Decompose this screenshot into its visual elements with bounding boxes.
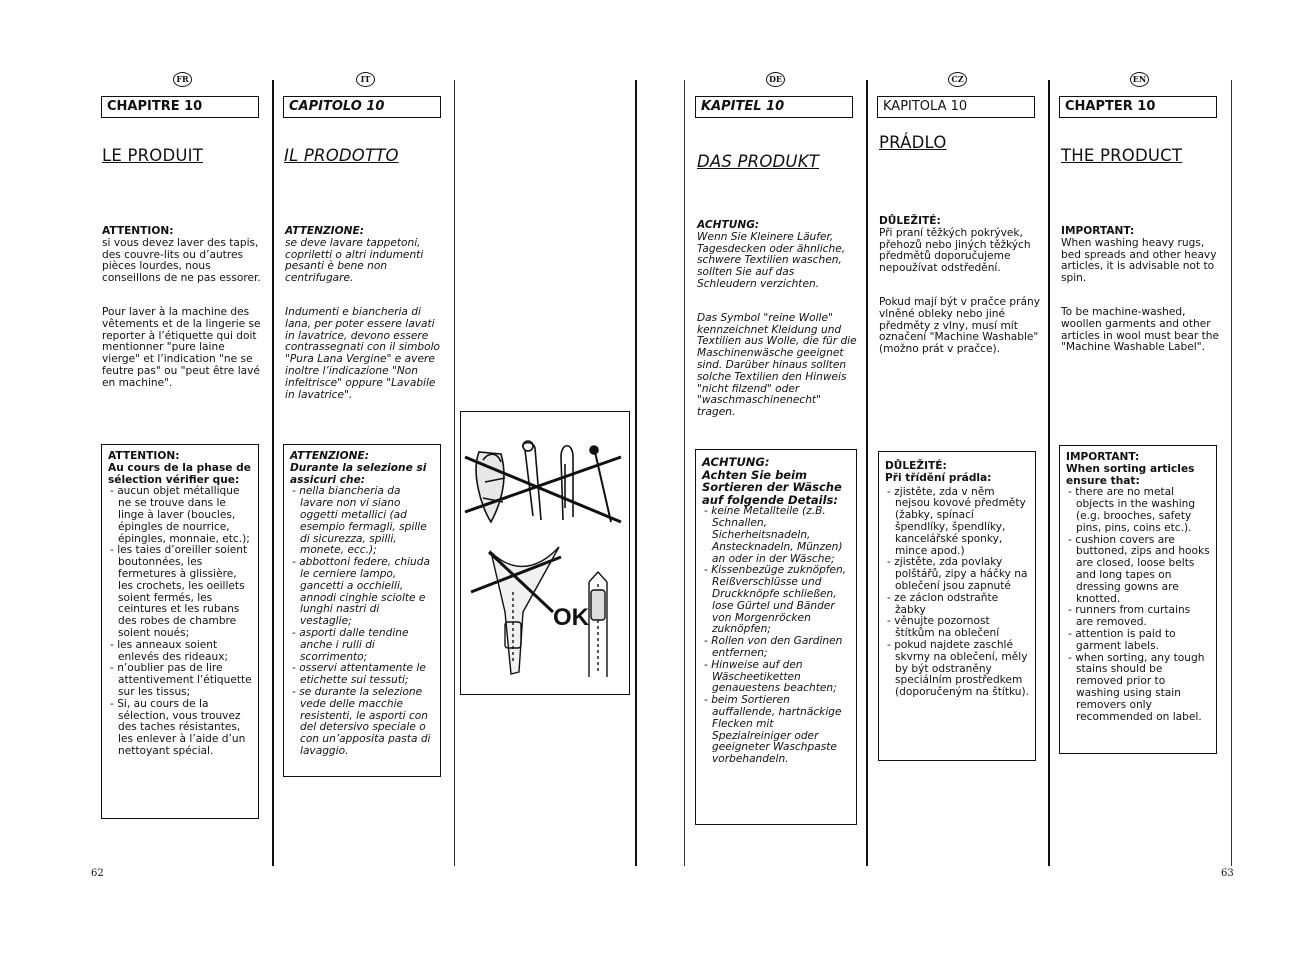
sorting-illustration: [460, 411, 630, 695]
flag-en-icon: EN: [1130, 72, 1149, 87]
attention-text: Při praní těžkých pokrývek, přehozů nebo jiných těžkých předmětů doporučujeme nepoužívat odstředění.: [879, 226, 1031, 275]
attention-label: ATTENTION:: [102, 225, 174, 237]
list-item: - Si, au cours de la sélection, vous trouvez des taches résistantes, les enlever à l’aide d’un nettoyant spécial.: [110, 697, 246, 757]
section-title-en: THE PRODUCT: [1061, 146, 1183, 165]
list-item: - ze záclon odstraňte žabky: [887, 591, 999, 616]
list-item: - pokud najdete zaschlé skvrny na oblečení, měly by být odstraněny speciálním prostředkem (doporučeným na štítku).: [887, 638, 1029, 699]
body-text-it: [285, 226, 441, 401]
wool-paragraph: To be machine-washed, woollen garments and other articles in wool must bear the "Machine Washable Label".: [1061, 305, 1219, 354]
chapter-heading-fr: CHAPITRE 10: [101, 96, 259, 118]
attention-label: IMPORTANT:: [1061, 225, 1135, 237]
list-item: - runners from curtains are removed.: [1068, 604, 1191, 629]
section-title-de: DAS PRODUKT: [697, 152, 819, 171]
list-item: - Kissenbezüge zuknöpfen, Reißverschlüsse und Druckknöpfe schließen, lose Gürtel und Bänder von Morgenröcken zuknöpfen;: [704, 564, 847, 636]
list-item: - aucun objet métallique ne se trouve dans le linge à laver (boucles, épingles de nourrice, épingles, monnaie, etc.);: [110, 485, 250, 545]
column-rule: [1048, 80, 1050, 866]
warning-box-it: [283, 444, 441, 777]
warning-box-fr: [101, 444, 259, 819]
chapter-heading-de: KAPITEL 10: [695, 96, 853, 118]
ok-label: OK: [553, 604, 589, 631]
box-heading: ATTENZIONE: Durante la selezione si assicuri che:: [290, 450, 427, 486]
flag-fr-icon: FR: [173, 72, 192, 87]
wool-paragraph: Das Symbol "reine Wolle" kennzeichnet Kleidung und Textilien aus Wolle, die für die Maschinenwäsche geeignet sind. Darüber hinaus sollten solche Textilien den Hinweis "nicht filzend" oder "waschmaschinenecht" tragen.: [697, 311, 857, 419]
list-item: - keine Metallteile (z.B. Schnallen, Sicherheitsnadeln, Anstecknadeln, Münzen) an oder in der Wäsche;: [704, 505, 843, 565]
attention-label: ACHTUNG:: [697, 219, 760, 231]
box-list: [290, 486, 434, 757]
wool-paragraph: Pour laver à la machine des vêtements et de la lingerie se reporter à l’étiquette qui doit mentionner "pure laine vierge" et l’indication "ne se feutre pas" ou "peut être lavé en machine".: [102, 305, 261, 389]
flag-de-icon: DE: [766, 72, 785, 87]
list-item: - attention is paid to garment labels.: [1068, 627, 1176, 652]
list-item: - les taies d’oreiller soient boutonnées, les fermetures à glissière, les crochets, les oeillets soient fermés, les ceintures et les rubans des robes de chambre soient noués;: [110, 544, 248, 639]
list-item: - les anneaux soient enlevés des rideaux;: [110, 638, 229, 663]
section-title-cz: PRÁDLO: [879, 133, 947, 152]
chapter-heading-it: CAPITOLO 10: [283, 96, 441, 118]
list-item: - zjistěte, zda v něm nejsou kovové předměty (žabky, spínací špendlíky, špendlíky, kancelářské sponky, mince apod.): [887, 485, 1026, 557]
zip-icon: [491, 547, 607, 677]
list-item: - there are no metal objects in the washing (e.g. brooches, safety pins, pins, coins etc.).: [1068, 486, 1196, 534]
list-item: - věnujte pozornost štítkům na oblečení: [887, 615, 1000, 640]
warning-box-cz: [878, 451, 1036, 761]
body-text-cz: [879, 216, 1041, 356]
flag-it-icon: IT: [356, 72, 375, 87]
list-item: - asporti dalle tendine anche i rulli di scorrimento;: [292, 626, 409, 663]
list-item: - nella biancheria da lavare non vi siano oggetti metallici (ad esempio fermagli, spille di sicurezza, spilli, monete, ecc.);: [292, 485, 427, 557]
list-item: - Hinweise auf den Wäscheetiketten genauestens beachten;: [704, 658, 837, 695]
page-gutter-rule: [635, 80, 637, 866]
wool-paragraph: Indumenti e biancheria di lana, per poter essere lavati in lavatrice, devono essere contrassegnati con il simbolo "Pura Lana Vergine" e avere inoltre l’indicazione "Non infeltrisce" oppure "Lavabile in lavatrice".: [285, 305, 441, 401]
wool-paragraph: Pokud mají být v pračce prány vlněné obleky nebo jiné předměty z vlny, musí mít označení "Machine Washable" (možno prát v pračce).: [879, 295, 1040, 356]
flag-cz-icon: CZ: [948, 72, 967, 87]
attention-text: Wenn Sie Kleinere Läufer, Tagesdecken oder ähnliche, schwere Textilien waschen, sollten Sie auf das Schleudern verzichten.: [697, 230, 846, 290]
column-rule: [684, 80, 685, 866]
list-item: - se durante la selezione vede delle macchie resistenti, le asporti con del detersivo speciale o con un’apposita pasta di lavaggio.: [292, 685, 431, 757]
warning-box-de: [695, 449, 857, 825]
attention-label: DŮLEŽITÉ:: [879, 215, 941, 227]
list-item: - zjistěte, zda povlaky polštářů, zipy a háčky na oblečení jsou zapnuté: [887, 556, 1028, 592]
column-rule: [866, 80, 868, 866]
box-list: [702, 506, 850, 766]
page-number-left: 62: [91, 868, 104, 879]
box-list: [885, 487, 1029, 699]
box-heading: IMPORTANT: When sorting articles ensure that:: [1066, 451, 1195, 487]
warning-box-en: [1059, 445, 1217, 754]
body-text-en: [1061, 226, 1223, 354]
section-title-it: IL PRODOTTO: [284, 146, 399, 165]
box-list: [1066, 487, 1210, 723]
attention-text: si vous devez laver des tapis, des couvre-lits ou d’autres pièces lourdes, nous conseillons de ne pas essorer.: [102, 236, 261, 285]
attention-text: When washing heavy rugs, bed spreads and other heavy articles, it is advisable not to spin.: [1061, 236, 1217, 285]
list-item: - Rollen von den Gardinen entfernen;: [704, 635, 843, 659]
chapter-heading-en: CHAPTER 10: [1059, 96, 1217, 118]
body-text-fr: [102, 226, 262, 390]
attention-label: ATTENZIONE:: [285, 225, 364, 237]
illustration-svg: [461, 412, 629, 694]
box-heading: ATTENTION: Au cours de la phase de sélection vérifier que:: [108, 450, 251, 486]
list-item: - when sorting, any tough stains should be removed prior to washing using stain removers only recommended on label.: [1068, 651, 1205, 723]
box-heading: DŮLEŽITÉ: Při třídění prádla:: [885, 460, 992, 484]
attention-text: se deve lavare tappetoni, copriletti o altri indumenti pesanti è bene non centrifugare.: [285, 236, 424, 285]
column-rule: [454, 80, 455, 866]
page-number-right: 63: [1221, 868, 1234, 879]
column-rule: [272, 80, 274, 866]
list-item: - abbottoni federe, chiuda le cerniere lampo, gancetti a occhielli, annodi cinghie sciolte e lunghi nastri di vestaglie;: [292, 556, 430, 628]
column-rule: [1231, 80, 1232, 866]
list-item: - osservi attentamente le etichette sui tessuti;: [292, 662, 426, 687]
chapter-heading-cz: KAPITOLA 10: [877, 96, 1035, 118]
list-item: - beim Sortieren auffallende, hartnäckige Flecken mit Spezialreiniger oder geeigneter Waschpaste vorbehandeln.: [704, 694, 842, 766]
box-list: [108, 486, 252, 757]
list-item: - n’oublier pas de lire attentivement l’étiquette sur les tissus;: [110, 662, 252, 698]
section-title-fr: LE PRODUIT: [102, 146, 203, 165]
list-item: - cushion covers are buttoned, zips and hooks are closed, loose belts and long tapes on dressing gowns are knotted.: [1068, 533, 1210, 605]
box-heading: ACHTUNG: Achten Sie beim Sortieren der Wäsche auf folgende Details:: [702, 455, 842, 507]
body-text-de: [697, 220, 857, 419]
